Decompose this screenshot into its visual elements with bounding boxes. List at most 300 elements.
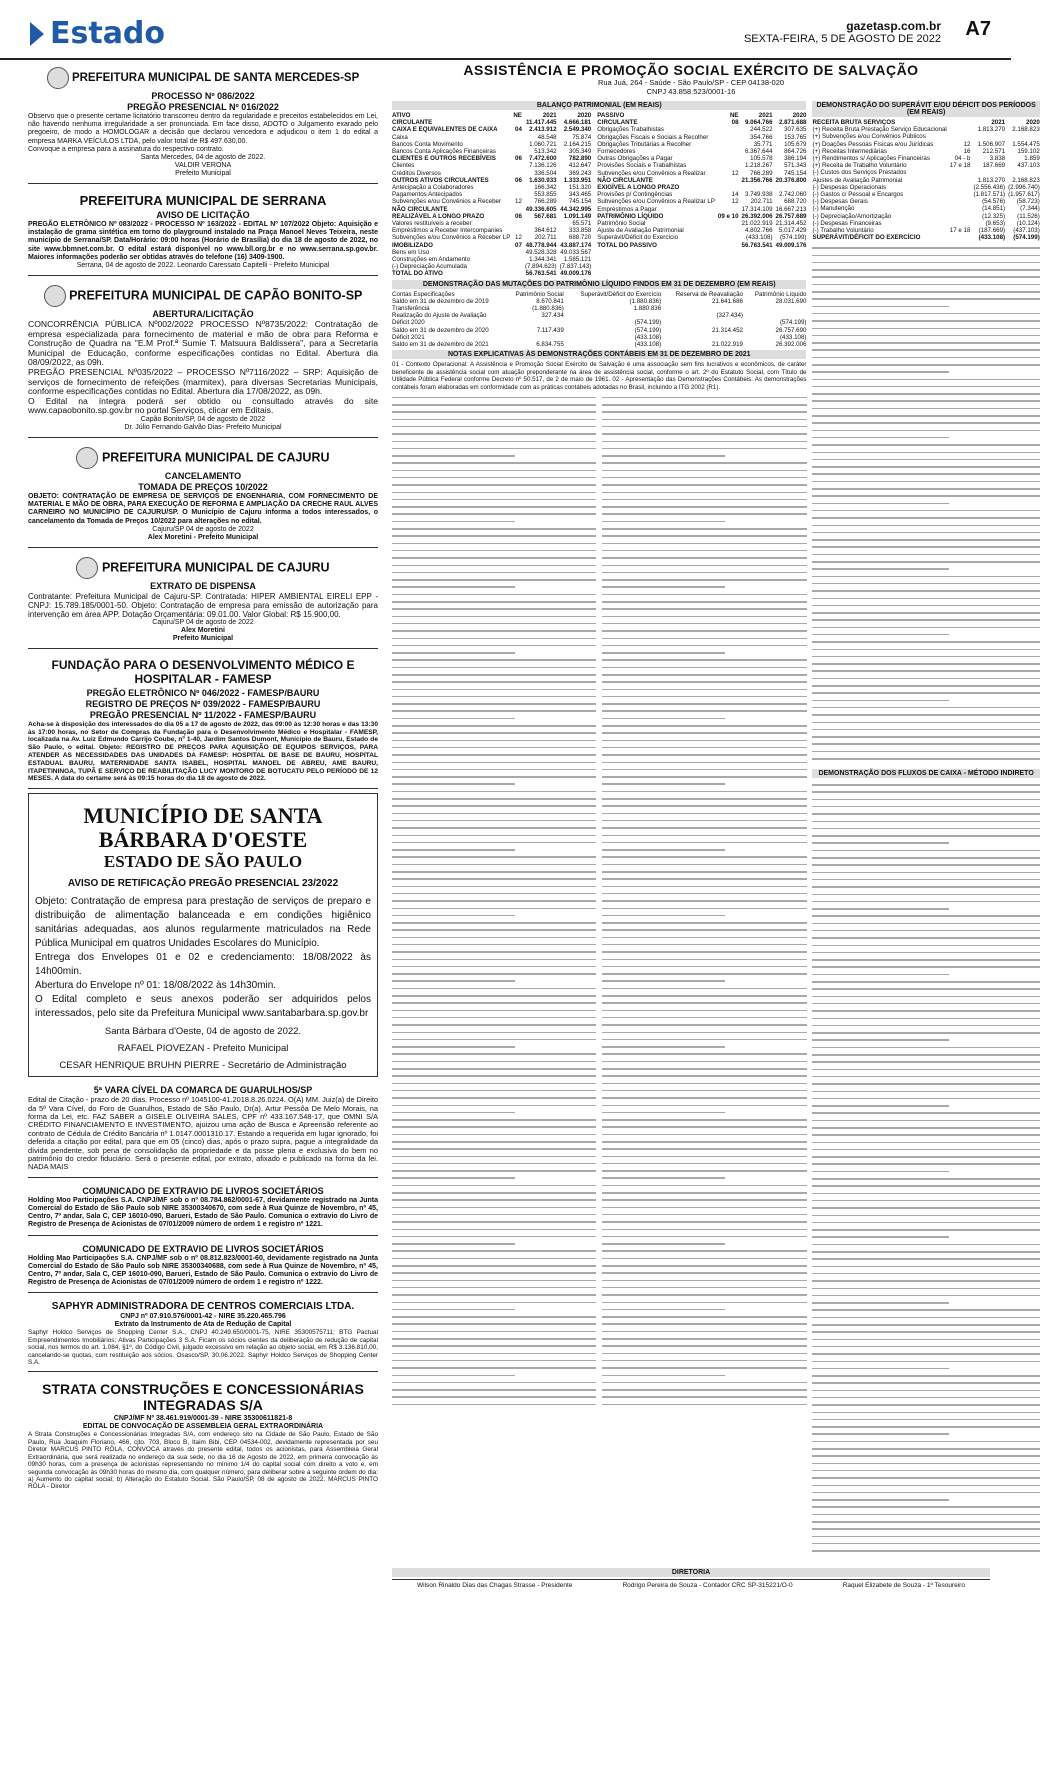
notice-subtitle: CNPJ nº 07.910.576/0001-42 - NIRE 35.220.465.796 xyxy=(120,1313,286,1321)
table-cell: 56.763.541 xyxy=(741,241,773,249)
text-line xyxy=(602,492,806,494)
table-cell xyxy=(1005,169,1040,176)
text-line xyxy=(602,922,806,924)
text-line xyxy=(602,1177,725,1179)
table-cell: 688.720 xyxy=(784,198,807,206)
text-line xyxy=(812,1477,1039,1479)
table-cell: 1.218.267 xyxy=(744,162,773,170)
text-line xyxy=(602,762,806,764)
text-line xyxy=(812,1543,1039,1545)
text-line xyxy=(602,1367,806,1369)
text-line xyxy=(392,1404,596,1406)
text-line xyxy=(812,1251,1039,1253)
text-line xyxy=(392,1119,596,1121)
table-cell: (433.108) xyxy=(746,234,773,242)
table-cell: 766.289 xyxy=(534,198,557,206)
text-line xyxy=(602,835,806,837)
table-cell: 688.720 xyxy=(568,234,592,242)
text-line xyxy=(602,973,806,975)
text-line xyxy=(812,1295,1039,1297)
table-cell xyxy=(510,256,522,263)
notice-title: PREFEITURA MUNICIPAL DE SANTA MERCEDES-SP xyxy=(71,72,360,85)
text-line xyxy=(392,1316,596,1318)
table-cell: (58.723) xyxy=(1016,198,1040,206)
text-line xyxy=(602,601,806,603)
text-line xyxy=(392,652,515,654)
text-line xyxy=(602,725,806,727)
table-row xyxy=(392,327,806,334)
table-row xyxy=(597,170,806,177)
table-row xyxy=(392,177,591,184)
signature-treasurer: Raquel Elizabete de Souza - 1º Tesoureiro xyxy=(842,1582,965,1590)
financials-cnpj: CNPJ 43.858.523/0001-16 xyxy=(646,87,736,96)
table-cell: 553.855 xyxy=(534,191,557,199)
text-line xyxy=(602,433,806,435)
text-line xyxy=(812,981,1039,983)
diretoria-title: DIRETORIA xyxy=(392,1568,990,1577)
notice-subtitle: AVISO DE LICITAÇÃO xyxy=(156,210,250,221)
table-cell: (12.325) xyxy=(982,212,1006,220)
text-line xyxy=(392,441,596,443)
text-line xyxy=(602,798,806,800)
text-line xyxy=(392,1141,596,1143)
table-cell: 2020 xyxy=(792,112,807,119)
text-line xyxy=(392,864,596,866)
table-cell: 04 xyxy=(515,126,522,134)
text-line xyxy=(392,659,596,661)
site-link[interactable]: gazetasp.com.br xyxy=(846,19,941,33)
text-line xyxy=(812,1134,1039,1136)
text-line xyxy=(812,850,1039,852)
text-line xyxy=(602,1134,806,1136)
table-cell: 369.243 xyxy=(568,169,592,177)
text-line xyxy=(392,1338,596,1340)
dre-title: DEMONSTRAÇÃO DO SUPERÁVIT E/OU DÉFICIT DOS PERÍODOS (EM REAIS) xyxy=(812,101,1039,117)
text-line xyxy=(602,696,806,698)
text-line xyxy=(602,820,806,822)
notice-body: CONCORRÊNCIA PÚBLICA Nº002/2022 PROCESSO Nº8735/2022: Contratação de empresa especializada para fornecimento de material e mão de obra para Reforma e Construção de Quadra na "E.M Prof.ª Sumie T. Matsuura Baldissera", para a Secretaria Municipal de Educação, conforme especificações contidas no Edital. Abertura dia 08/09/2022, as 09h. xyxy=(28,319,378,368)
table-row xyxy=(392,141,591,148)
text-line xyxy=(812,1127,1039,1129)
signature-accountant: Rodrigo Pereira de Souza - Contador CRC SP-315221/O-0 xyxy=(622,1582,793,1590)
table-cell xyxy=(947,119,971,126)
table-cell: 21.314.452 xyxy=(775,220,807,228)
text-line xyxy=(812,525,1039,527)
text-line xyxy=(602,951,806,953)
text-line xyxy=(812,276,1039,278)
text-line xyxy=(812,1448,1039,1450)
text-line xyxy=(392,419,596,421)
text-line xyxy=(812,452,1039,454)
text-line xyxy=(602,908,806,910)
text-line xyxy=(392,696,596,698)
table-cell xyxy=(947,205,971,212)
text-line xyxy=(392,1177,515,1179)
table-cell: 49.336.605 xyxy=(525,205,557,213)
text-line xyxy=(812,627,1039,629)
table-cell: 1.554.475 xyxy=(1012,140,1040,148)
text-line xyxy=(392,1039,596,1041)
text-line xyxy=(812,714,1039,716)
table-cell: 12 xyxy=(515,198,522,206)
notice-vara-civel xyxy=(28,1081,378,1178)
table-cell: 2.742.060 xyxy=(778,191,807,199)
text-line xyxy=(812,1433,948,1435)
text-line xyxy=(392,1243,515,1245)
table-cell: (2.996.740) xyxy=(1008,183,1040,191)
table-cell: 7.136.126 xyxy=(529,162,557,170)
table-cell: Déficit 2021 xyxy=(392,333,425,341)
text-line xyxy=(602,710,806,712)
city-seal-icon xyxy=(47,67,69,89)
text-line xyxy=(392,586,515,588)
text-line xyxy=(602,630,806,632)
table-cell xyxy=(564,312,661,319)
text-line xyxy=(602,959,806,961)
table-cell: 513.342 xyxy=(534,148,557,156)
table-cell xyxy=(715,242,739,249)
text-line xyxy=(602,1097,806,1099)
table-cell: 26.392.006 xyxy=(741,212,773,220)
table-row xyxy=(392,319,806,326)
table-cell: Déficit 2020 xyxy=(392,319,425,327)
text-line xyxy=(812,298,1039,300)
table-cell: Provisões Sociais e Trabalhistas xyxy=(597,162,687,170)
notice-body[interactable]: O Edital completo e seus anexos poderão ser adquiridos pelos interessados, pelo site da Prefeitura Municipal www.santabarbara.sp.gov.br xyxy=(35,994,371,1020)
text-line xyxy=(812,473,1039,475)
table-cell: Construções em Andamento xyxy=(392,256,471,264)
table-cell xyxy=(510,270,522,277)
text-line xyxy=(602,1032,806,1034)
text-line xyxy=(392,725,596,727)
table-cell: 6.367.644 xyxy=(744,148,773,156)
table-cell: 11.417.445 xyxy=(525,119,557,127)
text-line xyxy=(812,459,1039,461)
table-row xyxy=(597,227,806,234)
text-line xyxy=(602,915,725,917)
text-line xyxy=(812,1397,1039,1399)
table-row xyxy=(597,191,806,198)
notice-title: PREFEITURA MUNICIPAL DE CAPÃO BONITO-SP xyxy=(69,288,363,303)
notice-body: Entrega dos Envelopes 01 e 02 e credenciamento: 18/08/2022 às 14h00min. xyxy=(35,952,371,978)
notice-subtitle: Extrato da Instrumento de Ata de Redução de Capital xyxy=(114,1321,292,1329)
notice-subtitle: PREGÃO ELETRÔNICO Nº 046/2022 - FAMESP/BAURU xyxy=(86,687,320,698)
text-line xyxy=(602,579,806,581)
text-line xyxy=(812,481,1039,483)
table-cell: 1.344.341 xyxy=(529,256,557,264)
text-line xyxy=(392,506,596,508)
text-line xyxy=(812,1266,1039,1268)
table-cell: 12 xyxy=(963,140,971,148)
text-line xyxy=(602,769,806,771)
table-cell: 26.392.006 xyxy=(775,341,807,349)
text-line xyxy=(392,1250,596,1252)
table-cell xyxy=(947,198,971,205)
text-line xyxy=(812,1018,1039,1020)
text-line xyxy=(812,1200,1039,1202)
notice-cajuru-cancelamento xyxy=(28,442,378,548)
table-cell: CIRCULANTE xyxy=(597,119,638,127)
text-line xyxy=(392,1002,596,1004)
text-line xyxy=(812,864,1039,866)
table-row xyxy=(392,119,591,126)
page-header xyxy=(0,0,1011,60)
table-cell: REALIZÁVEL A LONGO PRAZO xyxy=(392,212,485,220)
table-cell xyxy=(715,234,739,241)
table-row xyxy=(392,291,806,298)
table-row xyxy=(392,242,591,249)
text-line xyxy=(812,357,1039,359)
table-cell: 766.289 xyxy=(750,169,773,177)
text-line xyxy=(392,1302,596,1304)
text-line xyxy=(812,1521,1039,1523)
table-cell: CLIENTES E OUTROS RECEBÍVEIS xyxy=(392,155,496,163)
text-line xyxy=(812,1288,1039,1290)
text-line xyxy=(602,1258,806,1260)
table-cell: (433.108) xyxy=(634,333,662,341)
table-cell: (+) Doações Pessoas Físicas e/ou Jurídicas xyxy=(812,140,934,148)
table-cell xyxy=(947,191,971,198)
text-line xyxy=(392,470,596,472)
text-line xyxy=(812,1404,1039,1406)
text-line xyxy=(392,1353,596,1355)
text-line xyxy=(602,900,806,902)
table-row xyxy=(597,126,806,133)
text-line xyxy=(602,1199,806,1201)
table-cell: Empréstimos a Receber Intercompanies xyxy=(392,227,503,235)
text-line xyxy=(812,517,1039,519)
table-cell: 65.571 xyxy=(572,220,592,228)
table-cell: 1.880.836 xyxy=(633,305,662,313)
text-line xyxy=(812,1054,1039,1056)
notice-subtitle: ABERTURA/LICITAÇÃO xyxy=(152,309,254,320)
text-line xyxy=(812,937,1039,939)
text-line xyxy=(602,754,806,756)
table-cell: Provisões p/ Contingências xyxy=(597,191,673,199)
text-line xyxy=(812,583,1039,585)
table-cell: 4.666.181 xyxy=(563,119,592,127)
table-row xyxy=(812,126,1039,133)
table-cell: (574.199) xyxy=(779,319,807,327)
text-line xyxy=(812,1375,1039,1377)
text-line xyxy=(602,878,806,880)
text-line xyxy=(392,1126,596,1128)
notice-body: OBJETO: CONTRATAÇÃO DE EMPRESA DE SERVIÇOS DE ENGENHARIA, COM FORNECIMENTO DE MATERIAL E MÃO DE OBRA, PARA EXECUÇÃO DE REFORMA E AMPLIAÇÃO DA CRECHE RAUL ALVES CARNEIRO NO MUNICÍPIO DE CAJURU/SP. O Município de Cajuru informa a todos interessados, o cancelamento da Tomada de Preços 10/2022 para alterações no edital. xyxy=(28,492,378,525)
text-line xyxy=(392,710,596,712)
table-cell xyxy=(522,220,557,227)
text-line xyxy=(392,1032,596,1034)
table-cell: 864.726 xyxy=(784,148,807,156)
text-line xyxy=(392,455,515,457)
text-line xyxy=(812,1331,1039,1333)
text-line xyxy=(392,1046,515,1048)
text-line xyxy=(392,878,596,880)
table-cell: (-) Despesas Gerais xyxy=(812,198,868,206)
text-line xyxy=(812,430,1039,432)
text-line xyxy=(392,689,596,691)
table-cell: (437.103) xyxy=(1013,227,1040,235)
text-line xyxy=(602,462,806,464)
newspaper-logo[interactable] xyxy=(30,16,165,51)
table-cell: Caixa xyxy=(392,133,408,141)
table-cell: (574.199) xyxy=(779,234,807,242)
table-cell: 12 xyxy=(515,234,522,242)
table-cell xyxy=(510,249,522,256)
text-line xyxy=(392,929,596,931)
text-line xyxy=(392,1382,596,1384)
notice-subtitle: CNPJ/MF Nº 38.461.919/0001-39 - NIRE 35300611821-8 xyxy=(113,1415,293,1423)
notice-santa-mercedes xyxy=(28,62,378,184)
table-cell: 44.342.995 xyxy=(560,205,592,213)
text-line xyxy=(812,349,1039,351)
dre-continuation xyxy=(812,247,1039,767)
text-line xyxy=(812,1149,1039,1151)
table-cell: Clientes xyxy=(392,162,415,170)
table-cell: Reserva de Reavaliação xyxy=(675,290,743,298)
text-line xyxy=(602,448,806,450)
text-line xyxy=(602,1002,806,1004)
table-cell: 16 xyxy=(963,147,971,155)
table-cell: 571.343 xyxy=(784,162,807,170)
table-cell: 364.612 xyxy=(534,227,557,235)
text-line xyxy=(812,1091,1039,1093)
notice-signature: Prefeito Municipal xyxy=(175,170,231,178)
notice-signature: Cajuru/SP 04 de agosto de 2022 xyxy=(152,525,254,533)
text-line xyxy=(602,871,806,873)
text-line xyxy=(392,1024,596,1026)
text-line xyxy=(602,988,806,990)
table-cell: 1.060.721 xyxy=(529,140,557,148)
text-line xyxy=(392,565,596,567)
text-line xyxy=(392,535,596,537)
table-cell: (187.669) xyxy=(978,227,1006,235)
text-line xyxy=(602,1360,806,1362)
notice-body: PREGÃO PRESENCIAL Nº035/2022 – PROCESSO Nº7116/2022 – SRP: Aquisição de serviços de fornecimento de refeições (marmitex), para diversas Secretarias Municipais, conforme especificações contidas no Edital. Abertura dia 17/08/2022, as 09h. xyxy=(28,367,378,397)
text-line xyxy=(392,966,596,968)
table-cell: 7.117.439 xyxy=(536,326,564,334)
text-line xyxy=(602,1185,806,1187)
text-line xyxy=(812,1499,948,1501)
text-line xyxy=(812,685,1039,687)
table-cell: Bens em Uso xyxy=(392,248,430,256)
financials-address: Rua Juá, 264 - Saúde - São Paulo/SP - CEP 04138-020 xyxy=(597,78,785,87)
text-line xyxy=(602,521,725,523)
text-line xyxy=(602,1294,806,1296)
table-cell: Outras Obrigações a Pagar xyxy=(597,155,673,163)
text-line xyxy=(602,616,806,618)
table-row xyxy=(812,133,1039,140)
text-line xyxy=(392,842,596,844)
table-cell: 21.022.919 xyxy=(712,341,743,349)
table-cell: (433.108) xyxy=(779,333,807,341)
text-line xyxy=(602,1207,806,1209)
text-line xyxy=(812,641,1039,643)
text-line xyxy=(602,470,806,472)
table-cell: (1.880.836) xyxy=(629,297,662,305)
notice-saphyr xyxy=(28,1297,378,1372)
table-cell xyxy=(504,334,563,341)
text-line xyxy=(812,945,1039,947)
text-line xyxy=(602,1338,806,1340)
table-cell: 159.102 xyxy=(1017,147,1040,155)
text-line xyxy=(812,700,948,702)
table-cell: Transferência xyxy=(392,305,430,313)
notice-subtitle: EXTRATO DE DISPENSA xyxy=(150,580,256,591)
text-line xyxy=(392,973,596,975)
text-line xyxy=(812,590,1039,592)
text-line xyxy=(392,601,596,603)
table-cell: Ajustes de Avaliação Patrimonial xyxy=(812,176,903,184)
text-line xyxy=(602,995,806,997)
notice-signature: Serrana, 04 de agosto de 2022. Leonardo Caressato Capitelli - Prefeito Municipal xyxy=(76,262,330,270)
text-line xyxy=(392,944,596,946)
table-cell xyxy=(715,227,739,234)
table-row xyxy=(392,256,591,263)
table-cell xyxy=(715,184,739,191)
text-line xyxy=(392,462,596,464)
table-row xyxy=(392,134,591,141)
text-line xyxy=(392,776,596,778)
text-line xyxy=(602,747,806,749)
text-line xyxy=(812,1419,1039,1421)
table-cell: (-) Despesas Financeiras xyxy=(812,219,882,227)
text-line xyxy=(812,1273,1039,1275)
text-line xyxy=(602,740,806,742)
table-cell: Patrimônio Líquido xyxy=(754,290,807,298)
notice-subtitle: REGISTRO DE PREÇOS Nº 039/2022 - FAMESP/BAURU xyxy=(85,698,321,709)
table-cell: 06 xyxy=(515,212,522,220)
table-cell: (9.653) xyxy=(985,219,1006,227)
table-row xyxy=(812,191,1039,198)
notice-subtitle: TOMADA DE PREÇOS 10/2022 xyxy=(138,481,268,492)
text-line xyxy=(392,645,596,647)
text-line xyxy=(812,1178,1039,1180)
text-line xyxy=(392,477,596,479)
text-line xyxy=(812,1163,1039,1165)
notice-body: Convoque a empresa para a assinatura do respectivo contrato. xyxy=(28,145,224,153)
notice-subtitle: PREGÃO PRESENCIAL Nº 016/2022 xyxy=(127,102,279,112)
text-line xyxy=(392,988,596,990)
text-line xyxy=(392,1192,596,1194)
text-line xyxy=(812,634,948,636)
table-row xyxy=(392,305,806,312)
text-line xyxy=(602,1375,725,1377)
table-cell: Saldo em 31 de dezembro de 2020 xyxy=(392,326,489,334)
text-line xyxy=(812,371,948,373)
table-cell: Valores restituíveis a receber xyxy=(392,220,472,228)
text-line xyxy=(392,740,596,742)
table-cell: 8.670.841 xyxy=(536,297,564,305)
text-line xyxy=(602,1404,806,1406)
text-line xyxy=(812,1390,1039,1392)
table-row xyxy=(597,198,806,205)
table-cell: (574.199) xyxy=(1013,234,1040,242)
table-row xyxy=(812,198,1039,205)
text-line xyxy=(602,1280,806,1282)
table-cell: (7.837.143) xyxy=(559,263,592,271)
table-cell xyxy=(510,148,522,155)
notice-title: COMUNICADO DE EXTRAVIO DE LIVROS SOCIETÁRIOS xyxy=(82,1185,324,1196)
text-line xyxy=(602,1316,806,1318)
text-line xyxy=(812,974,948,976)
table-cell: 2020 xyxy=(577,112,592,119)
table-cell xyxy=(510,119,522,126)
text-line xyxy=(392,959,596,961)
text-line xyxy=(812,561,1039,563)
text-line xyxy=(812,510,1039,512)
text-line xyxy=(392,835,596,837)
text-line xyxy=(602,1221,806,1223)
